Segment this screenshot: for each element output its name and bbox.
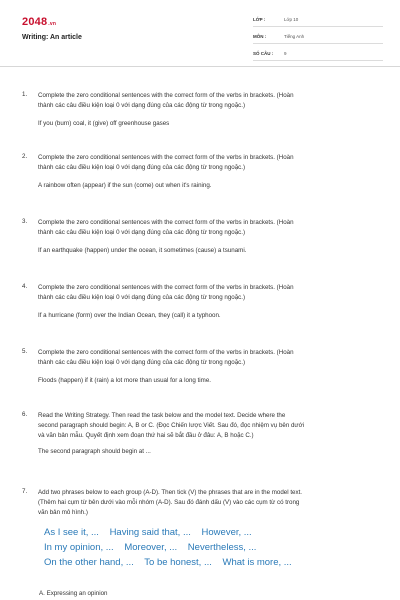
phrase-row [44,555,364,570]
meta-label: LỚP : [253,17,266,22]
question-instruction-line-2: second paragraph should begin: A, B or C. (Đọc Chiến lược Viết. Sau đó, đọc nhiệm vụ bên dưới [38,422,304,429]
question-sentence: The second paragraph should begin at ... [38,448,151,455]
question-number: 7. [22,488,28,495]
question-number: 3. [22,218,28,225]
question-number: 2. [22,153,28,160]
meta-row-subject [253,32,383,44]
question-sentence: If an earthquake (happen) under the ocean, it sometimes (cause) a tsunami. [38,247,247,254]
logo-suffix: .vn [48,21,57,27]
question-instruction-vi: thành các câu điều kiện loại 0 với dạng đúng của các động từ trong ngoặc.) [38,294,246,301]
page-subtitle: Writing: An article [22,34,82,41]
question-instruction-line-3: và văn bản mẫu. Quyết định xem đoạn thứ hai sẽ bắt đầu ở đâu: A, B hoặc C.) [38,432,254,439]
meta-value: Lớp 10 [284,17,299,22]
phrase-box [44,525,364,570]
question-instruction-line-3: văn bản mô hình.) [38,509,88,516]
question-instruction-vi: thành các câu điều kiện loại 0 với dạng đúng của các động từ trong ngoặc.) [38,102,246,109]
question-instruction: Complete the zero conditional sentences with the correct form of the verbs in brackets. (Hoàn [38,284,294,291]
question-4 [22,283,384,321]
group-a-heading: A. Expressing an opinion [39,590,108,597]
question-instruction: Add two phrases below to each group (A-D). Then tick (V) the phrases that are in the model text. [38,489,303,496]
question-instruction: Read the Writing Strategy. Then read the task below and the model text. Decide where the [38,412,286,419]
phrase: On the other hand, ... [44,557,134,568]
question-sentence: If a hurricane (form) over the Indian Ocean, they (call) it a typhoon. [38,312,221,319]
question-instruction-vi: thành các câu điều kiện loại 0 với dạng đúng của các động từ trong ngoặc.) [38,164,246,171]
question-number: 4. [22,283,28,290]
question-3 [22,218,384,256]
question-instruction-vi: thành các câu điều kiện loại 0 với dạng đúng của các động từ trong ngoặc.) [38,359,246,366]
question-number: 6. [22,411,28,418]
question-sentence: If you (burn) coal, it (give) off greenhouse gases [38,120,170,127]
meta-value: Tiếng Anh [284,34,305,39]
meta-row-count [253,49,383,61]
meta-label: MÔN : [253,34,267,39]
question-number: 5. [22,348,28,355]
phrase: In my opinion, ... [44,542,114,553]
phrase: Having said that, ... [109,527,191,538]
question-sentence: A rainbow often (appear) if the sun (come) out when it's raining. [38,182,212,189]
question-2 [22,153,384,191]
question-7 [22,488,384,518]
phrase: Nevertheless, ... [187,542,257,553]
question-instruction: Complete the zero conditional sentences with the correct form of the verbs in brackets. (Hoàn [38,92,294,99]
phrase: What is more, ... [222,557,292,568]
question-instruction: Complete the zero conditional sentences with the correct form of the verbs in brackets. (Hoàn [38,219,294,226]
phrase-row [44,540,364,555]
phrase: However, ... [201,527,252,538]
question-6 [22,411,384,457]
phrase: Moreover, ... [124,542,178,553]
question-5 [22,348,384,386]
meta-panel [253,15,383,66]
question-instruction: Complete the zero conditional sentences with the correct form of the verbs in brackets. (Hoàn [38,349,294,356]
header-divider [0,66,400,67]
meta-value: 9 [284,51,287,56]
phrase: To be honest, ... [144,557,212,568]
question-1 [22,91,384,129]
site-logo[interactable] [22,16,56,28]
phrase: As I see it, ... [44,527,99,538]
question-number: 1. [22,91,28,98]
phrase-row [44,525,364,540]
question-instruction-line-2: (Thêm hai cụm từ bên dưới vào mỗi nhóm (A-D). Sau đó đánh dấu (V) vào các cụm từ có trong [38,499,300,506]
question-sentence: Floods (happen) if it (rain) a lot more than usual for a long time. [38,377,211,384]
page-header [0,0,400,62]
logo-text: 2048 [22,16,48,28]
question-instruction-vi: thành các câu điều kiện loại 0 với dạng đúng của các động từ trong ngoặc.) [38,229,246,236]
question-instruction: Complete the zero conditional sentences with the correct form of the verbs in brackets. (Hoàn [38,154,294,161]
meta-label: SỐ CÂU : [253,51,274,56]
meta-row-class [253,15,383,27]
